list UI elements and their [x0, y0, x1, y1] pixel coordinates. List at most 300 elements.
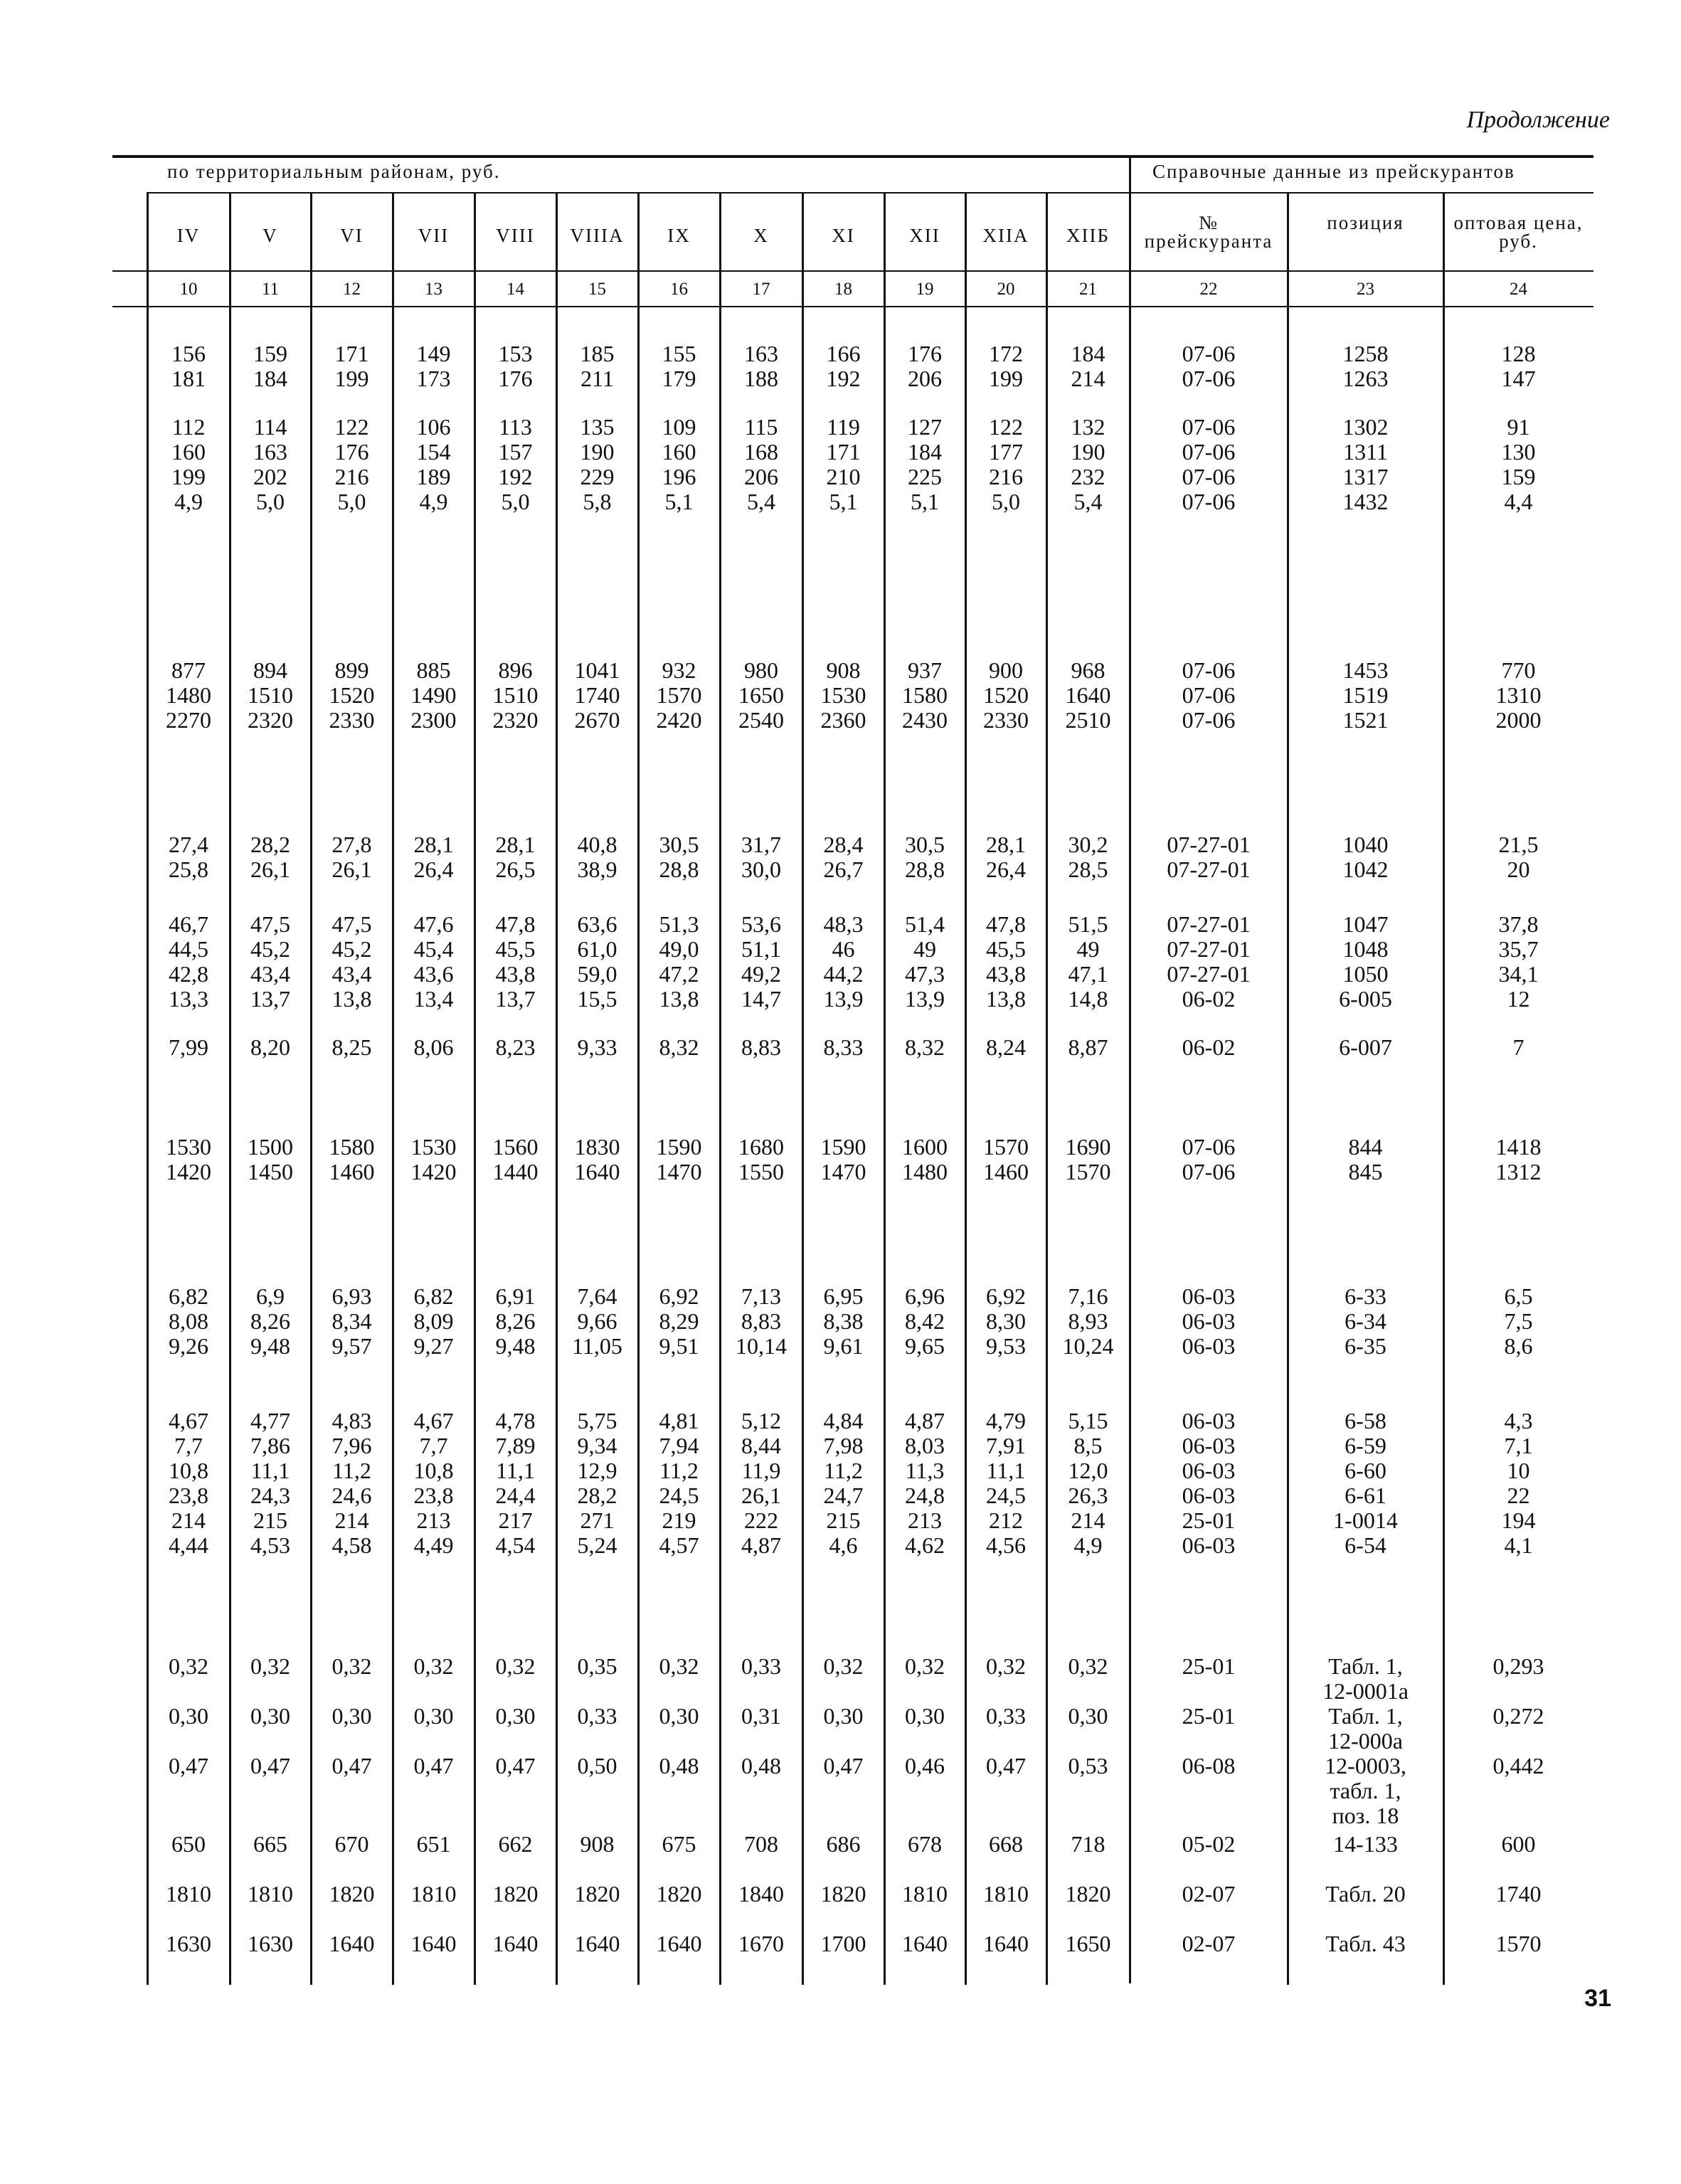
- table-cell: 1640: [329, 1931, 375, 1956]
- table-cell: 11,2: [332, 1458, 371, 1483]
- table-cell: 8,6: [1504, 1333, 1533, 1359]
- table-cell: 6-007: [1339, 1034, 1392, 1060]
- table-cell: 6-33: [1345, 1283, 1386, 1309]
- table-cell: 1700: [820, 1931, 866, 1956]
- table-cell: 9,65: [905, 1333, 945, 1359]
- table-cell: 190: [580, 439, 615, 465]
- column-header: V: [263, 225, 278, 246]
- district-group-caption: по территориальным районам, руб.: [167, 161, 501, 182]
- table-cell: 13,3: [169, 986, 208, 1012]
- table-cell: 216: [334, 464, 369, 489]
- table-cell: 1670: [738, 1931, 784, 1956]
- table-cell: 115: [744, 414, 778, 440]
- table-cell: 1630: [248, 1931, 293, 1956]
- table-cell: 28,8: [659, 857, 699, 882]
- table-cell: 07-27-01: [1167, 857, 1251, 882]
- table-cell: 02-07: [1182, 1881, 1236, 1907]
- table-cell: 47,6: [413, 911, 454, 937]
- table-cell: 25,8: [169, 857, 208, 882]
- column-number: 16: [670, 280, 688, 299]
- table-cell: 7,7: [174, 1433, 203, 1458]
- table-cell: 27,8: [332, 832, 372, 857]
- table-cell: 7,64: [577, 1283, 617, 1309]
- table-cell: 91: [1507, 414, 1530, 440]
- table-cell: 149: [416, 341, 451, 366]
- table-cell: 678: [908, 1831, 942, 1857]
- table-cell: 1521: [1342, 707, 1389, 733]
- table-cell: 199: [171, 464, 206, 489]
- table-cell: 662: [498, 1831, 533, 1857]
- table-cell: 24,6: [332, 1483, 372, 1508]
- reference-group-caption: Справочные данные из прейскурантов: [1152, 161, 1515, 182]
- table-cell: 1600: [902, 1134, 948, 1160]
- table-cell: 30,5: [659, 832, 699, 857]
- table-cell: 63,6: [577, 911, 617, 937]
- table-cell: 8,08: [169, 1308, 208, 1334]
- table-cell: 0,32: [905, 1653, 945, 1679]
- table-cell: 9,61: [823, 1333, 864, 1359]
- table-cell: 718: [1071, 1831, 1105, 1857]
- table-cell: 46: [832, 936, 855, 962]
- table-cell: 885: [416, 657, 451, 683]
- table-cell: 8,38: [823, 1308, 864, 1334]
- table-cell: 11,1: [986, 1458, 1026, 1483]
- table-cell: 1500: [248, 1134, 293, 1160]
- table-cell: 113: [499, 414, 532, 440]
- table-cell: 4,49: [413, 1532, 454, 1558]
- table-cell: 1470: [656, 1159, 702, 1184]
- table-cell: 1820: [492, 1881, 539, 1907]
- table-cell: 4,58: [332, 1532, 372, 1558]
- table-cell: 0,293: [1492, 1653, 1544, 1679]
- table-cell: 0,32: [986, 1653, 1026, 1679]
- table-cell: 14,8: [1068, 986, 1108, 1012]
- table-cell: 26,1: [332, 857, 372, 882]
- table-cell: 212: [989, 1507, 1023, 1533]
- table-cell: 0,32: [169, 1653, 208, 1679]
- table-cell: 5,4: [1073, 489, 1103, 514]
- table-cell: 112: [171, 414, 206, 440]
- table-cell: 2510: [1065, 707, 1111, 733]
- table-cell: 24,5: [986, 1483, 1026, 1508]
- table-cell: 7,16: [1068, 1283, 1108, 1309]
- table-cell: 06-03: [1182, 1308, 1236, 1334]
- table-cell: 07-06: [1182, 366, 1236, 391]
- table-cell: 30,0: [741, 857, 781, 882]
- table-cell: 9,26: [169, 1333, 208, 1359]
- table-cell: 1520: [983, 682, 1029, 708]
- table-cell: 189: [416, 464, 451, 489]
- table-cell: 47,3: [905, 961, 945, 987]
- table-cell: 4,87: [905, 1408, 945, 1433]
- table-cell: 28,8: [905, 857, 945, 882]
- table-cell: 44,2: [823, 961, 864, 987]
- table-cell: 26,1: [741, 1483, 781, 1508]
- column-number: 11: [261, 280, 280, 299]
- table-cell: 5,0: [337, 489, 366, 514]
- table-cell: 160: [662, 439, 696, 465]
- table-cell: 1520: [329, 682, 375, 708]
- table-cell: 46,7: [169, 911, 208, 937]
- table-cell: 4,67: [169, 1408, 208, 1433]
- table-cell: 7,7: [419, 1433, 448, 1458]
- table-cell: 214: [1071, 366, 1105, 391]
- table-cell: 1810: [410, 1881, 457, 1907]
- table-cell: 877: [171, 657, 206, 683]
- table-cell: 156: [171, 341, 206, 366]
- table-cell: 181: [171, 366, 206, 391]
- table-cell: 25-01: [1182, 1507, 1236, 1533]
- table-cell: 215: [826, 1507, 861, 1533]
- table-cell: 0,33: [577, 1703, 617, 1729]
- column-header: IV: [176, 225, 201, 246]
- table-cell: 122: [989, 414, 1023, 440]
- table-cell: 122: [334, 414, 369, 440]
- table-cell: 1460: [329, 1159, 375, 1184]
- column-header: XII: [909, 225, 940, 246]
- table-cell: 1510: [248, 682, 293, 708]
- table-cell: 686: [826, 1831, 861, 1857]
- table-cell: 184: [1071, 341, 1105, 366]
- table-cell: 2330: [329, 707, 375, 733]
- table-cell: 4,62: [905, 1532, 945, 1558]
- table-cell: 675: [662, 1831, 696, 1857]
- table-cell: 28,1: [495, 832, 536, 857]
- table-cell: 6,92: [986, 1283, 1026, 1309]
- table-cell: 1460: [983, 1159, 1029, 1184]
- table-cell: 1570: [1495, 1931, 1542, 1956]
- table-cell: 1570: [656, 682, 702, 708]
- table-cell: 1640: [656, 1931, 702, 1956]
- column-number: 20: [997, 280, 1015, 299]
- table-cell: 8,34: [332, 1308, 372, 1334]
- table-cell: 5,8: [583, 489, 612, 514]
- table-cell: 6,96: [905, 1283, 945, 1309]
- table-cell: 7,96: [332, 1433, 372, 1458]
- table-cell: 4,81: [659, 1408, 699, 1433]
- table-cell: 184: [908, 439, 942, 465]
- table-cell: 8,23: [495, 1034, 536, 1060]
- table-cell: 968: [1071, 657, 1105, 683]
- table-cell: 1519: [1342, 682, 1389, 708]
- table-cell: 11,3: [905, 1458, 945, 1483]
- column-header: № прейскуранта: [1144, 212, 1273, 252]
- table-cell: 1590: [656, 1134, 702, 1160]
- table-cell: 225: [908, 464, 942, 489]
- table-cell: 26,3: [1068, 1483, 1108, 1508]
- table-cell: 6,92: [659, 1283, 699, 1309]
- table-cell: 1432: [1342, 489, 1389, 514]
- table-cell: 0,32: [1068, 1653, 1108, 1679]
- table-cell: 45,2: [250, 936, 290, 962]
- table-cell: 24,3: [250, 1483, 290, 1508]
- table-cell: 1302: [1342, 414, 1389, 440]
- table-cell: 668: [989, 1831, 1023, 1857]
- table-cell: 30,5: [905, 832, 945, 857]
- table-cell: 1810: [248, 1881, 293, 1907]
- table-cell: 45,4: [413, 936, 454, 962]
- table-cell: 0,47: [332, 1753, 372, 1779]
- table-cell: 202: [253, 464, 287, 489]
- table-cell: 07-06: [1182, 682, 1236, 708]
- table-cell: 192: [498, 464, 533, 489]
- table-cell: 47,5: [250, 911, 290, 937]
- table-cell: 1042: [1342, 857, 1389, 882]
- table-cell: 10,8: [169, 1458, 208, 1483]
- table-cell: 159: [1501, 464, 1536, 489]
- table-cell: 4,9: [1073, 1532, 1103, 1558]
- table-cell: 7,98: [823, 1433, 864, 1458]
- table-cell: 51,3: [659, 911, 699, 937]
- table-cell: 1640: [983, 1931, 1029, 1956]
- table-cell: 47,2: [659, 961, 699, 987]
- table-cell: 5,1: [664, 489, 694, 514]
- table-cell: 02-07: [1182, 1931, 1236, 1956]
- table-cell: 213: [416, 1507, 451, 1533]
- table-cell: 51,4: [905, 911, 945, 937]
- table-cell: 5,15: [1068, 1408, 1108, 1433]
- table-cell: 1310: [1495, 682, 1542, 708]
- table-cell: 6,93: [332, 1283, 372, 1309]
- table-cell: 192: [826, 366, 861, 391]
- table-cell: 9,66: [577, 1308, 617, 1334]
- table-cell: 1640: [492, 1931, 539, 1956]
- table-cell: 1830: [574, 1134, 620, 1160]
- table-cell: 1840: [738, 1881, 784, 1907]
- column-header: IX: [667, 225, 691, 246]
- table-cell: 6-58: [1345, 1408, 1386, 1433]
- table-cell: 1048: [1342, 936, 1389, 962]
- table-cell: 22: [1507, 1483, 1530, 1508]
- table-cell: 908: [580, 1831, 615, 1857]
- table-cell: 0,30: [659, 1703, 699, 1729]
- table-cell: 4,77: [250, 1408, 290, 1433]
- table-cell: 45,5: [495, 936, 536, 962]
- table-cell: 1820: [329, 1881, 375, 1907]
- table-cell: 8,24: [986, 1034, 1026, 1060]
- table-cell: 28,1: [413, 832, 454, 857]
- table-cell: 6-54: [1345, 1532, 1386, 1558]
- table-cell: 31,7: [741, 832, 781, 857]
- table-cell: 1640: [902, 1931, 948, 1956]
- table-cell: 0,48: [659, 1753, 699, 1779]
- table-cell: 1420: [166, 1159, 211, 1184]
- table-cell: 5,0: [501, 489, 530, 514]
- table-cell: 8,20: [250, 1034, 290, 1060]
- table-cell: 45,5: [986, 936, 1026, 962]
- table-cell: 20: [1507, 857, 1530, 882]
- table-cell: 06-03: [1182, 1483, 1236, 1508]
- table-cell: 2330: [983, 707, 1029, 733]
- column-number: 18: [834, 280, 852, 299]
- table-cell: 8,32: [659, 1034, 699, 1060]
- table-cell: 1580: [329, 1134, 375, 1160]
- table-cell: 06-03: [1182, 1283, 1236, 1309]
- table-cell: 1560: [492, 1134, 539, 1160]
- table-cell: 21,5: [1498, 832, 1539, 857]
- table-cell: 0,48: [741, 1753, 781, 1779]
- table-cell: 114: [253, 414, 287, 440]
- table-cell: 47,8: [495, 911, 536, 937]
- table-cell: 06-02: [1182, 986, 1236, 1012]
- table-cell: 1470: [820, 1159, 866, 1184]
- table-cell: 896: [498, 657, 533, 683]
- table-cell: 1420: [410, 1159, 457, 1184]
- table-cell: 6,91: [495, 1283, 536, 1309]
- table-cell: 1312: [1495, 1159, 1542, 1184]
- table-cell: 153: [498, 341, 533, 366]
- table-cell: 1258: [1342, 341, 1389, 366]
- table-cell: 28,4: [823, 832, 864, 857]
- table-cell: 1640: [410, 1931, 457, 1956]
- column-number: 21: [1079, 280, 1097, 299]
- table-cell: 11,2: [659, 1458, 699, 1483]
- table-cell: 49: [913, 936, 936, 962]
- table-cell: 06-03: [1182, 1458, 1236, 1483]
- table-cell: 6,82: [169, 1283, 208, 1309]
- table-cell: 8,33: [823, 1034, 864, 1060]
- table-cell: 163: [744, 341, 778, 366]
- table-cell: 8,06: [413, 1034, 454, 1060]
- table-cell: 12,9: [577, 1458, 617, 1483]
- table-cell: 7,99: [169, 1034, 208, 1060]
- table-cell: 11,2: [824, 1458, 863, 1483]
- table-cell: 07-27-01: [1167, 936, 1251, 962]
- table-cell: 24,5: [659, 1483, 699, 1508]
- table-cell: 5,0: [992, 489, 1020, 514]
- table-cell: 0,32: [413, 1653, 454, 1679]
- table-cell: 176: [334, 439, 369, 465]
- table-cell: 11,9: [741, 1458, 781, 1483]
- table-cell: 708: [744, 1831, 778, 1857]
- table-cell: 109: [662, 414, 696, 440]
- table-cell: 0,35: [577, 1653, 617, 1679]
- column-number: 22: [1199, 280, 1218, 299]
- table-cell: 6-61: [1345, 1483, 1386, 1508]
- table-cell: 0,30: [1068, 1703, 1108, 1729]
- table-cell: 07-06: [1182, 707, 1236, 733]
- table-cell: 4,1: [1504, 1532, 1533, 1558]
- table-cell: 1820: [574, 1881, 620, 1907]
- table-cell: 1820: [656, 1881, 702, 1907]
- table-cell: 6-005: [1339, 986, 1392, 1012]
- table-cell: 8,25: [332, 1034, 372, 1060]
- table-cell: 160: [171, 439, 206, 465]
- table-cell: 0,272: [1492, 1703, 1544, 1729]
- table-cell: 147: [1501, 366, 1536, 391]
- column-header: VI: [340, 225, 364, 246]
- column-header: XIIБ: [1066, 225, 1110, 246]
- table-cell: 8,87: [1068, 1034, 1108, 1060]
- table-cell: 07-27-01: [1167, 911, 1251, 937]
- table-cell: 5,0: [256, 489, 285, 514]
- column-number: 14: [507, 280, 524, 299]
- table-cell: 159: [253, 341, 287, 366]
- table-cell: 0,30: [495, 1703, 536, 1729]
- table-cell: 8,09: [413, 1308, 454, 1334]
- table-cell: 4,57: [659, 1532, 699, 1558]
- table-cell: 0,32: [659, 1653, 699, 1679]
- table-cell: 154: [416, 439, 451, 465]
- table-cell: 10: [1507, 1458, 1530, 1483]
- table-cell: 06-03: [1182, 1532, 1236, 1558]
- table-cell: 0,32: [495, 1653, 536, 1679]
- table-cell: 650: [171, 1831, 206, 1857]
- table-cell: 15,5: [577, 986, 617, 1012]
- table-cell: 4,83: [332, 1408, 372, 1433]
- table-cell: 173: [416, 366, 451, 391]
- table-cell: 26,5: [495, 857, 536, 882]
- table-cell: Табл. 43: [1325, 1931, 1406, 1956]
- table-cell: 27,4: [169, 832, 208, 857]
- table-cell: 4,78: [495, 1408, 536, 1433]
- column-header: оптовая цена, руб.: [1453, 212, 1584, 252]
- table-cell: 770: [1501, 657, 1536, 683]
- table-cell: 9,48: [250, 1333, 290, 1359]
- column-header: XIIA: [982, 225, 1029, 246]
- column-number: 15: [588, 280, 606, 299]
- table-cell: 0,46: [905, 1753, 945, 1779]
- table-cell: 6,82: [413, 1283, 454, 1309]
- table-cell: 47,8: [986, 911, 1026, 937]
- table-cell: 06-02: [1182, 1034, 1236, 1060]
- table-cell: 07-06: [1182, 1134, 1236, 1160]
- table-cell: 10,14: [736, 1333, 787, 1359]
- table-cell: 0,47: [986, 1753, 1026, 1779]
- table-cell: 171: [826, 439, 861, 465]
- table-cell: 37,8: [1498, 911, 1539, 937]
- table-cell: 1440: [492, 1159, 539, 1184]
- table-cell: 845: [1348, 1159, 1383, 1184]
- table-cell: 163: [253, 439, 287, 465]
- table-cell: 1490: [410, 682, 457, 708]
- table-cell: 176: [908, 341, 942, 366]
- column-header: VII: [418, 225, 450, 246]
- table-cell: 07-06: [1182, 414, 1236, 440]
- table-cell: 07-06: [1182, 439, 1236, 465]
- table-cell: 07-27-01: [1167, 961, 1251, 987]
- table-cell: 4,54: [495, 1532, 536, 1558]
- table-cell: 8,83: [741, 1034, 781, 1060]
- table-cell: 1640: [574, 1931, 620, 1956]
- table-cell: 4,9: [419, 489, 448, 514]
- table-cell: 168: [744, 439, 778, 465]
- table-cell: 49,0: [659, 936, 699, 962]
- table-cell: 0,30: [823, 1703, 864, 1729]
- table-cell: 127: [908, 414, 942, 440]
- table-cell: 61,0: [577, 936, 617, 962]
- table-cell: 13,7: [495, 986, 536, 1012]
- table-cell: 0,47: [823, 1753, 864, 1779]
- table-cell: 937: [908, 657, 942, 683]
- table-cell: 0,47: [413, 1753, 454, 1779]
- table-cell: 5,4: [747, 489, 775, 514]
- table-cell: 28,5: [1068, 857, 1108, 882]
- table-cell: 4,4: [1504, 489, 1533, 514]
- table-cell: 47,5: [332, 911, 372, 937]
- table-cell: 4,67: [413, 1408, 454, 1433]
- table-cell: 188: [744, 366, 778, 391]
- table-cell: 130: [1501, 439, 1536, 465]
- table-cell: 13,8: [659, 986, 699, 1012]
- table-cell: 1510: [492, 682, 539, 708]
- table-cell: 0,442: [1492, 1753, 1544, 1779]
- table-cell: 1530: [410, 1134, 457, 1160]
- table-cell: 26,4: [413, 857, 454, 882]
- table-cell: 7: [1512, 1034, 1524, 1060]
- table-cell: 0,30: [250, 1703, 290, 1729]
- table-cell: 894: [253, 657, 287, 683]
